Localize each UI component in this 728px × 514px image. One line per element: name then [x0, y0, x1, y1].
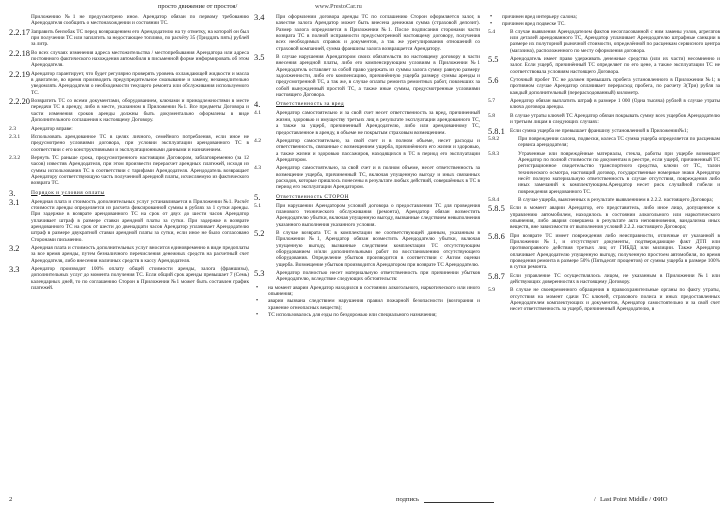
clause-text: Арендная плата и стоимость дополнительных услуг вносится единовременно в виде предоплаты за все время аренды, путем безналичного перечисления денежных средств на расчетный счет Арендодателя, либо внесения наличных средств в кассу Арендодателя. [31, 245, 249, 264]
clause [9, 98, 249, 123]
clause-number: 2.3.1 [9, 133, 21, 140]
bullet-icon: • [256, 284, 259, 291]
list-item [254, 298, 480, 311]
clause [488, 205, 720, 230]
column-1 [9, 14, 249, 490]
clause [488, 287, 720, 312]
clause-text: При оформлении договора аренды ТС по соглашению Сторон оформляется залог, в качестве залога Арендатор может быть внесена денежная сумма (страховой депозит). Размер залога определяется в Приложении №1. После подписания сторонами части возврата ТС в полной исправности предусмотренной настоящему договору, получения всех необходимых справок и документов, а так же урегулирования отношений со страховой компанией, сумма франшизы залога возвращается Арендатору. [276, 14, 480, 52]
clause [254, 165, 480, 190]
clause-number: 5.1 [254, 202, 261, 209]
clause [488, 113, 720, 126]
column-2 [254, 14, 480, 490]
clause [9, 126, 249, 132]
bullet-icon: • [256, 312, 259, 319]
clause-text: Использовать арендованное ТС в целях личного, семейного потребления, если иное не предусмотрено условиями договора, при условии эксплуатации арендованного ТС в соответствии с его конструктивными и эксплуатационными данными и назначением. [31, 133, 249, 153]
clause [9, 50, 249, 69]
clause-number: 5.8.3 [488, 150, 500, 157]
clause [9, 14, 249, 27]
bullet-icon: • [490, 14, 493, 20]
clause [254, 203, 480, 228]
clause-number: 5.8.1 [488, 126, 505, 136]
clause [9, 29, 249, 48]
section-title: Порядок и условия оплаты [31, 189, 105, 196]
clause-text: Арендатор вправе: [31, 125, 73, 132]
column-3 [488, 14, 720, 490]
header-left-text: просто движение от простоя/ [158, 3, 238, 10]
clause-text: В случае ущерба, выясненных в результате выявленнием в 2.2.2. настоящего Договора; [518, 196, 714, 203]
section-title: Ответственность за вред [276, 101, 345, 108]
clause [488, 56, 720, 75]
clause-text: Арендная плата и стоимость дополнительных услуг устанавливается в Приложении №1. Расчёт стоимости аренды определяется из расчета фиксированной суммы в рублях за 1 сутки аренды. При задержке в возврате арендованного ТС на срок от двух до шести часов Арендатор уплачивает штраф в размере ставки арендной платы за сутки. При задержке в возврате арендованного ТС на срок от шести до двенадцати часов Арендатор уплачивает Арендодателю штраф в размере двукратной ставки арендной платы за сутки, если иное не было согласовано Сторонами письменно. [31, 198, 249, 243]
section-number: 3. [9, 188, 16, 198]
clause-text: Арендатор самостоятельно, за свой счет и в полном объеме, несет ответственность за возмещение ущерба, причиненный ТС, включая упущенную выгоду и иных связанных расходов, которые пришлось понесены в результате любых действий, совершённых в ТС в период его эксплуатации Арендатором. [276, 165, 480, 191]
clause-number: 3.3 [9, 265, 20, 275]
clause-number: 3.5 [254, 53, 265, 63]
clause-number: 3.1 [9, 197, 20, 207]
clause [9, 155, 249, 187]
clause [254, 230, 480, 268]
clause-number: 5.8.7 [488, 271, 505, 281]
clause-text: Арендатор самостоятельно и за свой счет несет ответственность за вред, причиненный жизни, здоровью и имуществу третьих лиц в результате эксплуатации арендованного ТС, а также за ущерб, причиненный Арендодателю, либо или арендованному ТС, предоставленное в аренду, в объеме не покрытым страховым возмещением. [276, 110, 480, 136]
clause [254, 270, 480, 283]
clause-text: Если в момент аварии Арендатор, его представитель, либо иное лицо, допущенное к управлению автомобилем, находилось в состоянии алкогольного или наркотического опьянения, либо авария совершена в результате акта неповиновения, вандализма иных веществ, вне зависимости от выполнения условий 2.2.2. настоящего Договора; [510, 205, 720, 231]
clause-text: В случае нарушения Арендатором своих обязательств по настоящему договору в части внесения арендной платы, либо его компенсирующим условиям в Приложении №1 Арендодатель оставляет за собой право удержать из суммы залога сумму равную размеру задолженности, либо его компенсацию, причинённую ущерба размеру суммы аренды и предусмотренной ТС, а так же, в случае оплаты ремонта ремонтных работ, повлекших за собой вынужденный простой ТС, а также иные суммы, предусмотренные условиями настоящего Договора. [276, 54, 480, 99]
section-number: 5. [254, 192, 261, 202]
sub-clause [488, 151, 720, 195]
clause-number: 5.8.2 [488, 135, 500, 142]
clause-number: 5.5 [488, 55, 499, 65]
list-item [488, 21, 720, 27]
clause-text: В случае выявления Арендодателем фактов несогласованной с ним замены узлов, агрегатов или деталей арендованного ТС, Арендатор уплачивает Арендодателю штрафные санкции в размере их полуторной рыночной стоимости, определённой по расценкам сервисного центра (магазина), расположенного по месту оформления договора. [510, 28, 720, 54]
clause-number: 5.2 [254, 228, 265, 238]
clause [488, 273, 720, 286]
party-name: Last Point Middle [600, 496, 648, 503]
clause-text: Арендатор полностью несет материальную ответственность при причинении убытков Арендодателю, вследствие следующих обстоятельств: [276, 270, 480, 283]
list-item-text: причинен вред интерьеру салона; [502, 14, 578, 20]
party-fio: ФИО [652, 496, 668, 503]
clause-text: Арендатор обязан выплатить штраф в размере 1 000 (Одна тысяча) рублей в случае утраты ключа договора аренды. [510, 98, 720, 111]
clause-number: 3.2 [9, 244, 20, 253]
list-item-text: ТС использовалось для езды по бездорожью или специального назначения; [268, 312, 437, 319]
list-item-text: причинен вред подвеске ТС. [502, 21, 566, 28]
clause-text: Суточный пробег ТС не должен превышать пробега установленного в Приложении №1; в противном случае Арендатор оплачивает перерасход пробега, по расчету 3(Три) рубля за каждый дополнительный (перерасходованный) километр. [510, 77, 720, 96]
clause-number: 3.4 [254, 14, 265, 22]
page-number: 2 [9, 496, 13, 503]
clause-number: 4.2 [254, 137, 261, 144]
page-footer [0, 494, 728, 506]
clause [254, 14, 480, 52]
clause [488, 233, 720, 271]
clause-text: Заправить бензобак ТС перед возвращением его Арендодателю на ту отметку, на которой он был при получении ТС или заплатить за недостающее топливо, по расчёту 35 (Тридцать пять) рублей за литр. [31, 28, 249, 48]
clause-number: 5.4 [488, 28, 495, 35]
clause-text: Вернуть ТС раньше срока, предусмотренного настоящим Договором, заблаговременно (за 12 часов) известив Арендодателя, при этом произвести перерасчет арендных платежей, исходя из суммы использования ТС в соответствии с тарифами Арендодателя. Арендодатель возвращает Арендатору соответствующую часть полученной арендной платы, исчисляемую из фактического возврата ТС. [31, 154, 249, 187]
clause [254, 110, 480, 135]
clause-text: Арендатор гарантирует, что будет регулярно проверять уровень охлаждающей жидкости и масла в двигателе, во время производить предупредительное смазывание и замену, незамедлительно уведомлять Арендодателя о необходимости текущего ремонта или обслуживания используемого ТС. [31, 70, 249, 96]
clause [488, 29, 720, 54]
footer-slash: / [594, 496, 596, 503]
clause-number: 5.8.6 [488, 231, 505, 241]
list-item [254, 312, 480, 318]
clause-number: 5.6 [488, 76, 499, 86]
clause [488, 98, 720, 111]
clause-text: Во всех случаях изменения адреса местожительства / местопребывания Арендатора или адреса постоянного фактического нахождения автомобиля в письменной форме информировать об этом Арендодателя. [31, 49, 249, 69]
clause-text: Возвратить ТС со всеми документами, оборудованием, ключами и принадлежностями в месте передачи ТС в аренду, либо в месте, указанном в Приложении №1. Все предметы Договора и части изменения сроков аренды должны быть документально оформлены в виде Дополнительного соглашения к настоящему Договору. [31, 98, 249, 124]
clause-text: В случае не своевременного обращения в правоохранительные органы по факту утраты, отсутствия на момент сдачи ТС ключей, страхового полиса и иных предоставленных Арендодателем комплектующих и документов, Арендатор самостоятельно и за свой счет несет ответственность за ущерб, причиненный Арендодателю, в [510, 287, 720, 313]
clause [9, 71, 249, 96]
clause-text: Арендодатель имеет право удерживать денежные средства (или их части) несомненно и залог. Если ущерб, причинённый ТС определяет по его цене, а также эксплуатации ТС не соответствовала условиям настоящего Договора. [510, 56, 720, 75]
clause [254, 138, 480, 163]
clause-text: Утраченные или повреждённые материалы, стекла, работы при ущербе возмещает Арендатор по полной стоимости по документам в реестре, если ущерб, причиненный ТС регистрационное свидетельство транспортного средства, ключи от ТС, талон технического осмотра, настоящий договор, государственные номерные знаки Арендатор несёт полную материальную ответственность в случае отсутствия, повреждения либо иных замечаний к комплектующим.Арендатор несет риск случайной гибели и повреждения арендованного ТС. [518, 150, 720, 195]
clause [9, 134, 249, 153]
list-item-text: на момент аварии Арендатор находился в состоянии алкогольного, наркотического или иного опьянения; [268, 284, 480, 298]
clause-number: 2.3 [9, 125, 16, 132]
section-number: 4. [254, 100, 261, 110]
clause-text: В случае возврата ТС в комплектации не соответствующей данным, указанным в Приложении №1, Арендатор обязан возместить Арендодателю убытки, включая упущенную выгоду, вызванные следствием комплектации ТС отсутствующим оборудованием и/или дополнительными работ по восстановлению отсутствующего оборудования. Определение убытков производится в соответствии с Актом оценки ущерба. Возмещение убытков производится Арендатором при возврате ТС Арендодателю. [276, 229, 480, 268]
clause-text: При нарушении Арендатором условий договора о предоставлении ТС для проведения планового технического обслуживания (ремонта), Арендатор обязан возместить Арендодателю убытки, включая упущенную выгоду, вызванные следствием невыполнения указанного выполнения указанного условия. [276, 202, 480, 228]
sub-clause [488, 197, 720, 203]
clause-number: 5.3 [254, 269, 265, 279]
section-heading [254, 101, 480, 108]
section-title: Ответственность СТОРОН [276, 193, 349, 200]
clause-number: 5.8.4 [488, 196, 500, 203]
list-item [488, 14, 720, 20]
clause-text: В случае утраты ключей ТС Арендатор обязан покрывать сумму всех ущербов Арендодателю и третьим лицам в следующих случаях: [510, 112, 720, 126]
clause [9, 266, 249, 291]
clause-number: 2.2.19 [9, 69, 30, 79]
clause-number: 5.8 [488, 112, 495, 119]
clause [9, 245, 249, 264]
clause-text: При повреждении салона, подвески, колеса ТС сумма ущерба определяется по расценкам сервиса арендодателя; [518, 135, 720, 149]
clause [254, 54, 480, 98]
clause-number: 4.3 [254, 165, 261, 172]
bullet-icon: • [490, 21, 493, 28]
clause-text: Арендатор самостоятельно, за свой счет и в полном объеме, несет расходы и ответственность, связанные с возмещением ущерба, причинённого его жизни и здоровью, а также жизни и здоровью пассажиров, находящихся в ТС в период его эксплуатации Арендатором. [276, 137, 480, 163]
clause-number: 4.1 [254, 110, 261, 117]
party-name-block [600, 494, 668, 506]
list-item-text: аварии вызвана следствием нарушения правил пожарной безопасности (возгорания и хранение огнеопасных веществ); [268, 298, 480, 311]
clause-number: 5.7 [488, 98, 495, 105]
clause-number: 5.8.5 [488, 204, 505, 214]
clause-text: Арендатор производит 100% оплату общей стоимости аренды, залога (франшизы), дополнительных услуг до момента получения ТС. Если общий срок аренды превышает 7 (Семь) календарных дней, то по соглашению Сторон в Приложении №1 может быть составлен график платежей. [31, 266, 249, 292]
clause [9, 199, 249, 243]
clause [488, 77, 720, 96]
clause [488, 128, 720, 134]
clause-number: 2.2.18 [9, 48, 30, 58]
clause-text: Приложению №1 не предусмотрено иное. Арендатор обязан по первому требованию Арендодателя сообщить о местонахождении и состоянии ТС. [31, 14, 249, 27]
signature-line [424, 502, 494, 503]
clause-text: Если сумма ущерба не превышает франшизу установленной в Приложении№1; [510, 127, 689, 134]
list-item [254, 285, 480, 298]
party-separator: / [649, 496, 653, 503]
sub-clause [488, 136, 720, 149]
clause-text: Если управление ТС осуществлялось лицом, не указанным в Приложении №1 или действующих доверенностях в настоящему Договору. [510, 272, 720, 286]
clause-number: 5.9 [488, 287, 495, 294]
clause-text: При возврате ТС имеет повреждения либо неисправности, отличные от указанной в Приложении №1, и отсутствуют документы, подтверждающие факт ДТП или противоправного действия третьих лиц от ГИБДД или милиции. Также Арендатор оплачивает Арендодателю упущенную выгоду, полученную простоем автомобиля, по время проведения ремонта в размере 50% (Пятьдесят процентов) от суммы ущерба в размере 100% в сутки ремонта. [510, 232, 720, 271]
bullet-icon: • [256, 298, 259, 305]
clause-number: 2.2.17 [9, 27, 30, 37]
section-heading [9, 190, 249, 197]
clause-number: 2.2.20 [9, 97, 30, 107]
signature-label: подпись [396, 496, 419, 503]
header-website[interactable]: www.PrestoCar.ru [315, 3, 362, 10]
clause-number: 2.3.2 [9, 154, 21, 161]
page-header [0, 2, 728, 12]
section-heading [254, 194, 480, 201]
